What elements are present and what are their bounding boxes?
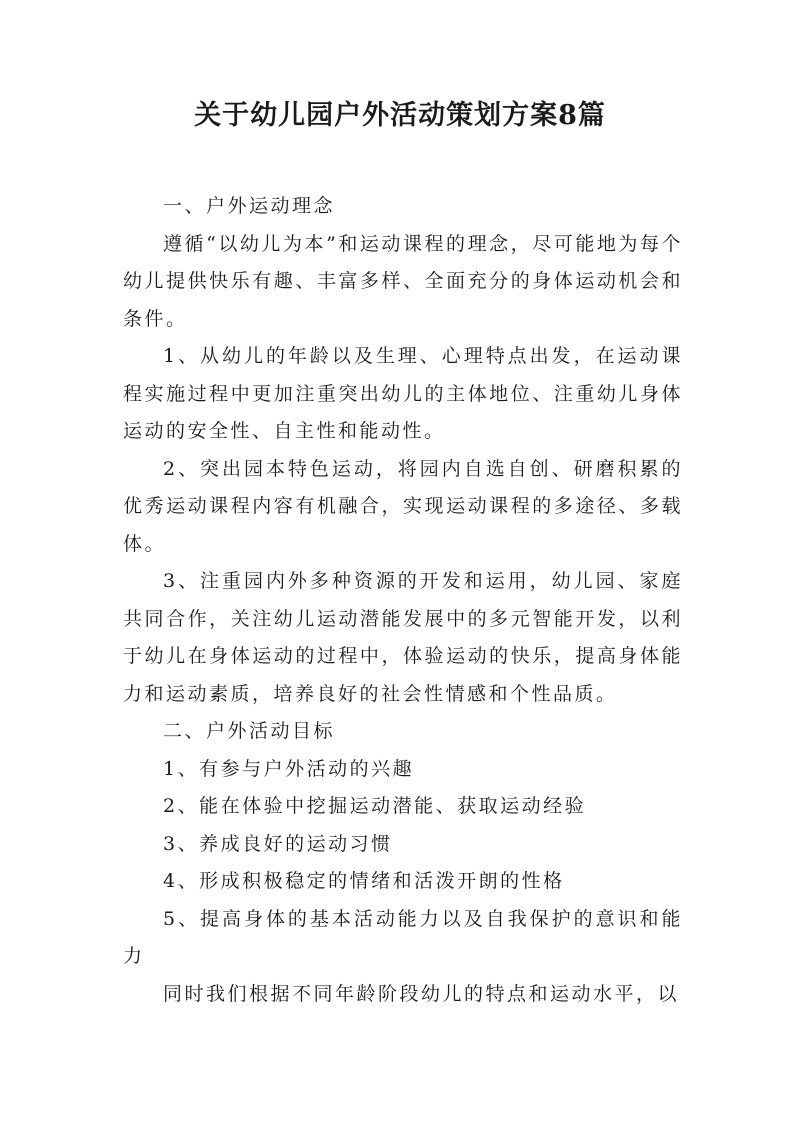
paragraph: 1、从幼儿的年龄以及生理、心理特点出发，在运动课程实施过程中更加注重突出幼儿的主体地位、注重幼儿身体运动的安全性、自主性和能动性。	[123, 345, 683, 442]
paragraph: 同时我们根据不同年龄阶段幼儿的特点和运动水平，以	[163, 982, 680, 1005]
paragraph: 2、突出园本特色运动，将园内自选自创、研磨积累的优秀运动课程内容有机融合，实现运动课程的多途径、多载体。	[123, 457, 683, 555]
paragraph: 遵循“以幼儿为本”和运动课程的理念，尽可能地为每个幼儿提供快乐有趣、丰富多样、全面充分的身体运动机会和条件。	[123, 232, 683, 330]
list-item: 1、有参与户外活动的兴趣	[163, 757, 415, 780]
list-item: 2、能在体验中挖掘运动潜能、获取运动经验	[163, 795, 587, 817]
section-heading: 二、户外活动目标	[163, 720, 336, 742]
document-body	[123, 188, 683, 1013]
list-item: 5、提高身体的基本活动能力以及自我保护的意识和能力	[123, 907, 683, 967]
list-item: 4、形成积极稳定的情绪和活泼开朗的性格	[163, 870, 565, 892]
list-item: 3、养成良好的运动习惯	[163, 832, 393, 855]
document-title: 关于幼儿园户外活动策划方案8篇	[194, 100, 606, 131]
paragraph: 3、注重园内外多种资源的开发和运用，幼儿园、家庭共同合作，关注幼儿运动潜能发展中的多元智能开发，以利于幼儿在身体运动的过程中，体验运动的快乐，提高身体能力和运动素质，培养良好的社会性情感和个性品质。	[123, 570, 683, 705]
section-heading: 一、户外运动理念	[163, 195, 336, 217]
